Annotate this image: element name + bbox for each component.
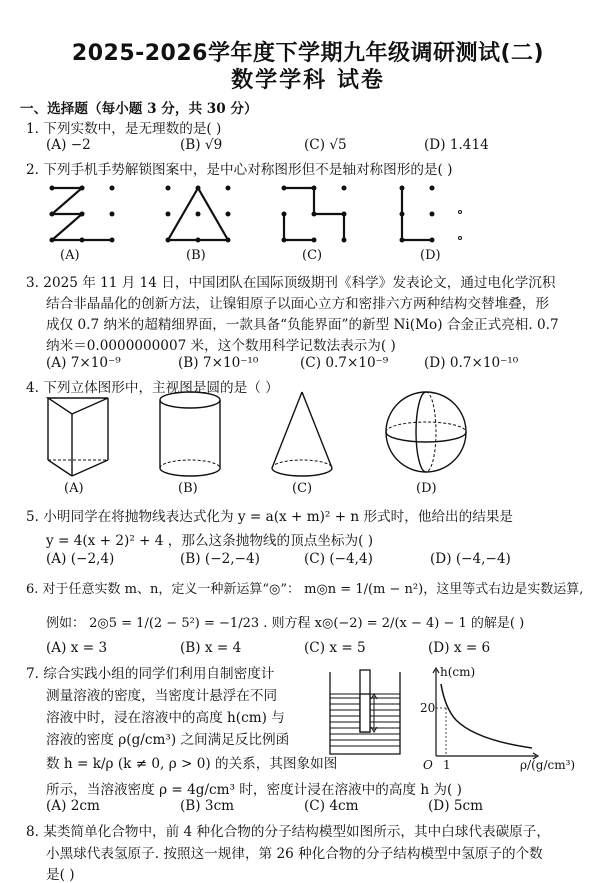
question-8-line3: 是( ) <box>46 867 75 883</box>
q2-label-b: (B) <box>186 248 206 263</box>
q5-option-d: (D) (−4,−4) <box>430 551 511 567</box>
question-3-line4: 纳米＝0.0000000007 米，这个数用科学记数法表示为( ) <box>46 338 396 354</box>
q2-pattern-d <box>394 180 474 250</box>
q4-label-a: (A) <box>64 481 84 496</box>
q2-label-d: (D) <box>420 248 441 263</box>
question-7-line5: 数 h = k/ρ (k ≠ 0, ρ > 0) 的关系，其图象如图 <box>46 756 338 772</box>
question-8-line2: 小黑球代表氢原子. 按照这一规律，第 26 种化合物的分子结构模型中氢原子的个数 <box>46 846 543 862</box>
question-4-stem: 4. 下列立体图形中，主视图是圆的是（ ） <box>26 380 279 396</box>
q4-solid-c-cone <box>266 388 340 482</box>
q4-label-d: (D) <box>416 481 437 496</box>
q5-option-b: (B) (−2,−4) <box>180 551 260 567</box>
question-7-line3: 溶液中时，浸在溶液中的高度 h(cm) 与 <box>46 710 285 726</box>
q4-solid-b-cylinder <box>154 390 228 482</box>
question-7-line6: 所示，当溶液密度 ρ = 4g/cm³ 时，密度计浸在溶液中的高度 h 为( ) <box>46 782 462 798</box>
question-3-line1: 3. 2025 年 11 月 14 日，中国团队在国际顶级期刊《科学》发表论文，通过电化学沉积 <box>26 275 556 291</box>
q6-option-c: (C) x = 5 <box>304 640 366 656</box>
q4-solid-a-prism <box>42 392 122 482</box>
q4-label-c: (C) <box>292 481 313 496</box>
q6-option-d: (D) x = 6 <box>428 640 491 656</box>
q7-graph-origin: O <box>423 758 433 772</box>
q7-option-c: (C) 4cm <box>304 798 359 814</box>
page-subtitle: 数学学科 试卷 <box>231 68 385 93</box>
q2-pattern-b <box>160 180 240 250</box>
q7-beaker-figure <box>326 668 406 760</box>
question-7-line1: 7. 综合实践小组的同学们利用自制密度计 <box>26 666 275 682</box>
q3-option-b: (B) 7×10⁻¹⁰ <box>178 355 259 371</box>
q7-graph-xtick: 1 <box>443 758 451 772</box>
q1-option-c: (C) √5 <box>304 137 347 153</box>
question-6-line2: 例如： 2◎5 = 1/(2 − 5²) = −1/23 . 则方程 x◎(−2) = 2/(x − 4) − 1 的解是( ) <box>46 616 525 631</box>
q2-label-a: (A) <box>60 248 80 263</box>
q2-pattern-a <box>44 180 124 250</box>
question-7-line4: 溶液的密度 ρ(g/cm³) 之间满足反比例函 <box>46 732 290 748</box>
question-8-line1: 8. 某类简单化合物中，前 4 种化合物的分子结构模型如图所示，其中白球代表碳原子， <box>26 824 550 840</box>
q7-option-d: (D) 5cm <box>428 798 483 814</box>
q1-option-a: (A) −2 <box>46 137 91 153</box>
q4-label-b: (B) <box>178 481 198 496</box>
question-1-stem: 1. 下列实数中，是无理数的是( ) <box>26 121 222 137</box>
q6-option-b: (B) x = 4 <box>180 640 242 656</box>
question-2-stem: 2. 下列手机手势解锁图案中，是中心对称图形但不是轴对称图形的是( ) <box>26 162 453 178</box>
q5-option-c: (C) (−4,4) <box>304 551 373 567</box>
q7-option-a: (A) 2cm <box>46 798 100 814</box>
q2-label-c: (C) <box>302 248 323 263</box>
section-heading: 一、选择题（每小题 3 分，共 30 分） <box>20 101 258 117</box>
question-3-line3: 成仅 0.7 纳米的超精细界面，一款具备“负能界面”的新型 Ni(Mo) 合金正式亮相. 0.7 <box>46 317 559 333</box>
q3-option-d: (D) 0.7×10⁻¹⁰ <box>424 355 519 371</box>
question-5-line1: 5. 小明同学在将抛物线表达式化为 y = a(x + m)² + n 形式时，他给出的结果是 <box>26 509 514 525</box>
q1-option-d: (D) 1.414 <box>424 137 489 153</box>
q7-graph-ytick: 20 <box>420 701 436 715</box>
q5-option-a: (A) (−2,4) <box>46 551 115 567</box>
q6-option-a: (A) x = 3 <box>46 640 108 656</box>
q4-solid-d-sphere <box>380 388 476 482</box>
q7-graph-ylabel: h(cm) <box>440 665 476 679</box>
q1-option-b: (B) √9 <box>180 137 223 153</box>
q2-pattern-c <box>276 180 356 250</box>
page-title: 2025-2026学年度下学期九年级调研测试(二) <box>71 41 545 66</box>
question-7-line2: 测量溶液的密度，当密度计悬浮在不同 <box>46 688 278 704</box>
question-6-line1: 6. 对于任意实数 m、n，定义一种新运算“◎”： m◎n = 1/(m − n²)，这里等式右边是实数运算, <box>26 582 584 597</box>
question-5-line2: y = 4(x + 2)² + 4 ，那么这条抛物线的顶点坐标为( ) <box>46 533 374 549</box>
question-3-line2: 结合非晶晶化的创新方法，让镍钼原子以面心立方和密排六方两种结构交替堆叠，形 <box>46 296 549 312</box>
q7-option-b: (B) 3cm <box>180 798 235 814</box>
q3-option-a: (A) 7×10⁻⁹ <box>46 355 121 371</box>
q3-option-c: (C) 0.7×10⁻⁹ <box>300 355 389 371</box>
q7-graph-xlabel: ρ/(g/cm³) <box>520 758 576 772</box>
